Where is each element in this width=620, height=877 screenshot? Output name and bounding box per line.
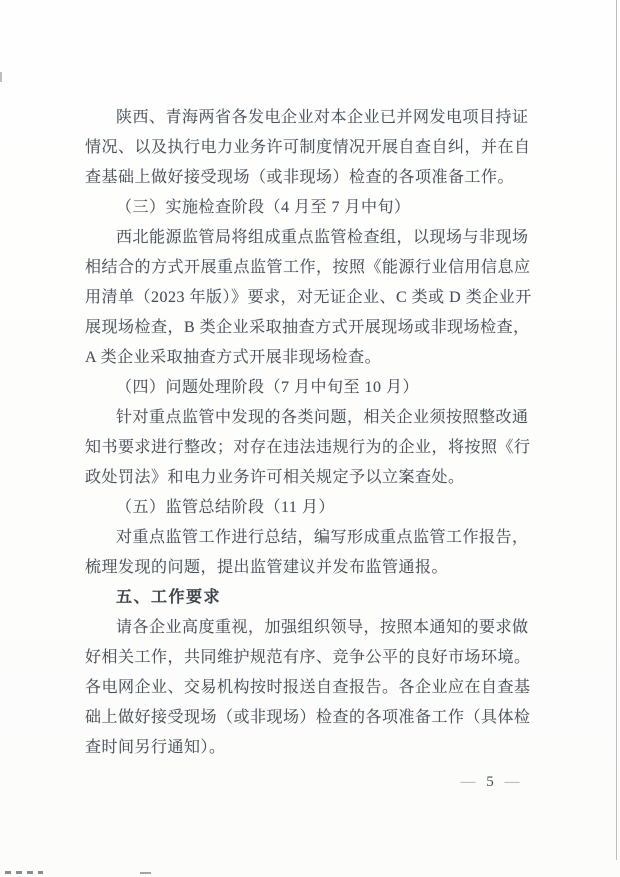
text-line: 政处罚法》和电力业务许可相关规定予以立案查处。 — [85, 469, 465, 486]
text-line: 展现场检查，B 类企业采取抽查方式开展现场或非现场检查， — [85, 319, 530, 336]
scan-edge-line — [616, 0, 617, 860]
text-line: 础上做好接受现场（或非现场）检查的各项准备工作（具体检 — [85, 709, 531, 726]
page-number-value: 5 — [486, 774, 494, 790]
text-line: 请各企业高度重视，加强组织领导，按照本通知的要求做 — [116, 619, 529, 636]
text-line: 西北能源监管局将组成重点监管检查组，以现场与非现场 — [116, 229, 529, 246]
text-line: 对重点监管工作进行总结，编写形成重点监管工作报告， — [116, 529, 529, 546]
text-line: 知书要求进行整改；对存在违法违规行为的企业，将按照《行 — [85, 439, 531, 456]
text-line: （五）监管总结阶段（11 月） — [116, 499, 335, 516]
page-number-left-dash: — — [460, 774, 476, 790]
text-line: 五、工作要求 — [116, 589, 222, 606]
page-number — [438, 770, 542, 794]
page-number-right-dash: — — [504, 774, 520, 790]
text-line: 梳理发现的问题，提出监管建议并发布监管通报。 — [85, 559, 449, 576]
document-text-block — [85, 103, 555, 763]
scan-artifact — [5, 871, 43, 874]
text-line: 用清单（2023 年版）》要求，对无证企业、C 类或 D 类企业开 — [85, 289, 532, 306]
text-line: 针对重点监管中发现的各类问题，相关企业须按照整改通 — [116, 409, 529, 426]
text-line: 查时间另行通知）。 — [85, 739, 226, 756]
text-line: （三）实施检查阶段（4 月至 7 月中旬） — [116, 199, 411, 216]
text-line: 相结合的方式开展重点监管工作，按照《能源行业信用信息应 — [85, 259, 531, 276]
text-line: 陕西、青海两省各发电企业对本企业已并网发电项目持证 — [116, 109, 529, 126]
text-line: 查基础上做好接受现场（或非现场）检查的各项准备工作。 — [85, 169, 515, 186]
text-line: 各电网企业、交易机构按时报送自查报告。各企业应在自查基 — [85, 679, 531, 696]
text-line: （四）问题处理阶段（7 月中旬至 10 月） — [116, 379, 420, 396]
text-line: 情况、以及执行电力业务许可制度情况开展自查自纠，并在自 — [85, 139, 531, 156]
text-line: A 类企业采取抽查方式开展非现场检查。 — [85, 349, 382, 366]
scan-artifact — [0, 72, 2, 82]
scan-artifact — [140, 872, 151, 874]
text-line: 好相关工作，共同维护规范有序、竞争公平的良好市场环境。 — [85, 649, 531, 666]
